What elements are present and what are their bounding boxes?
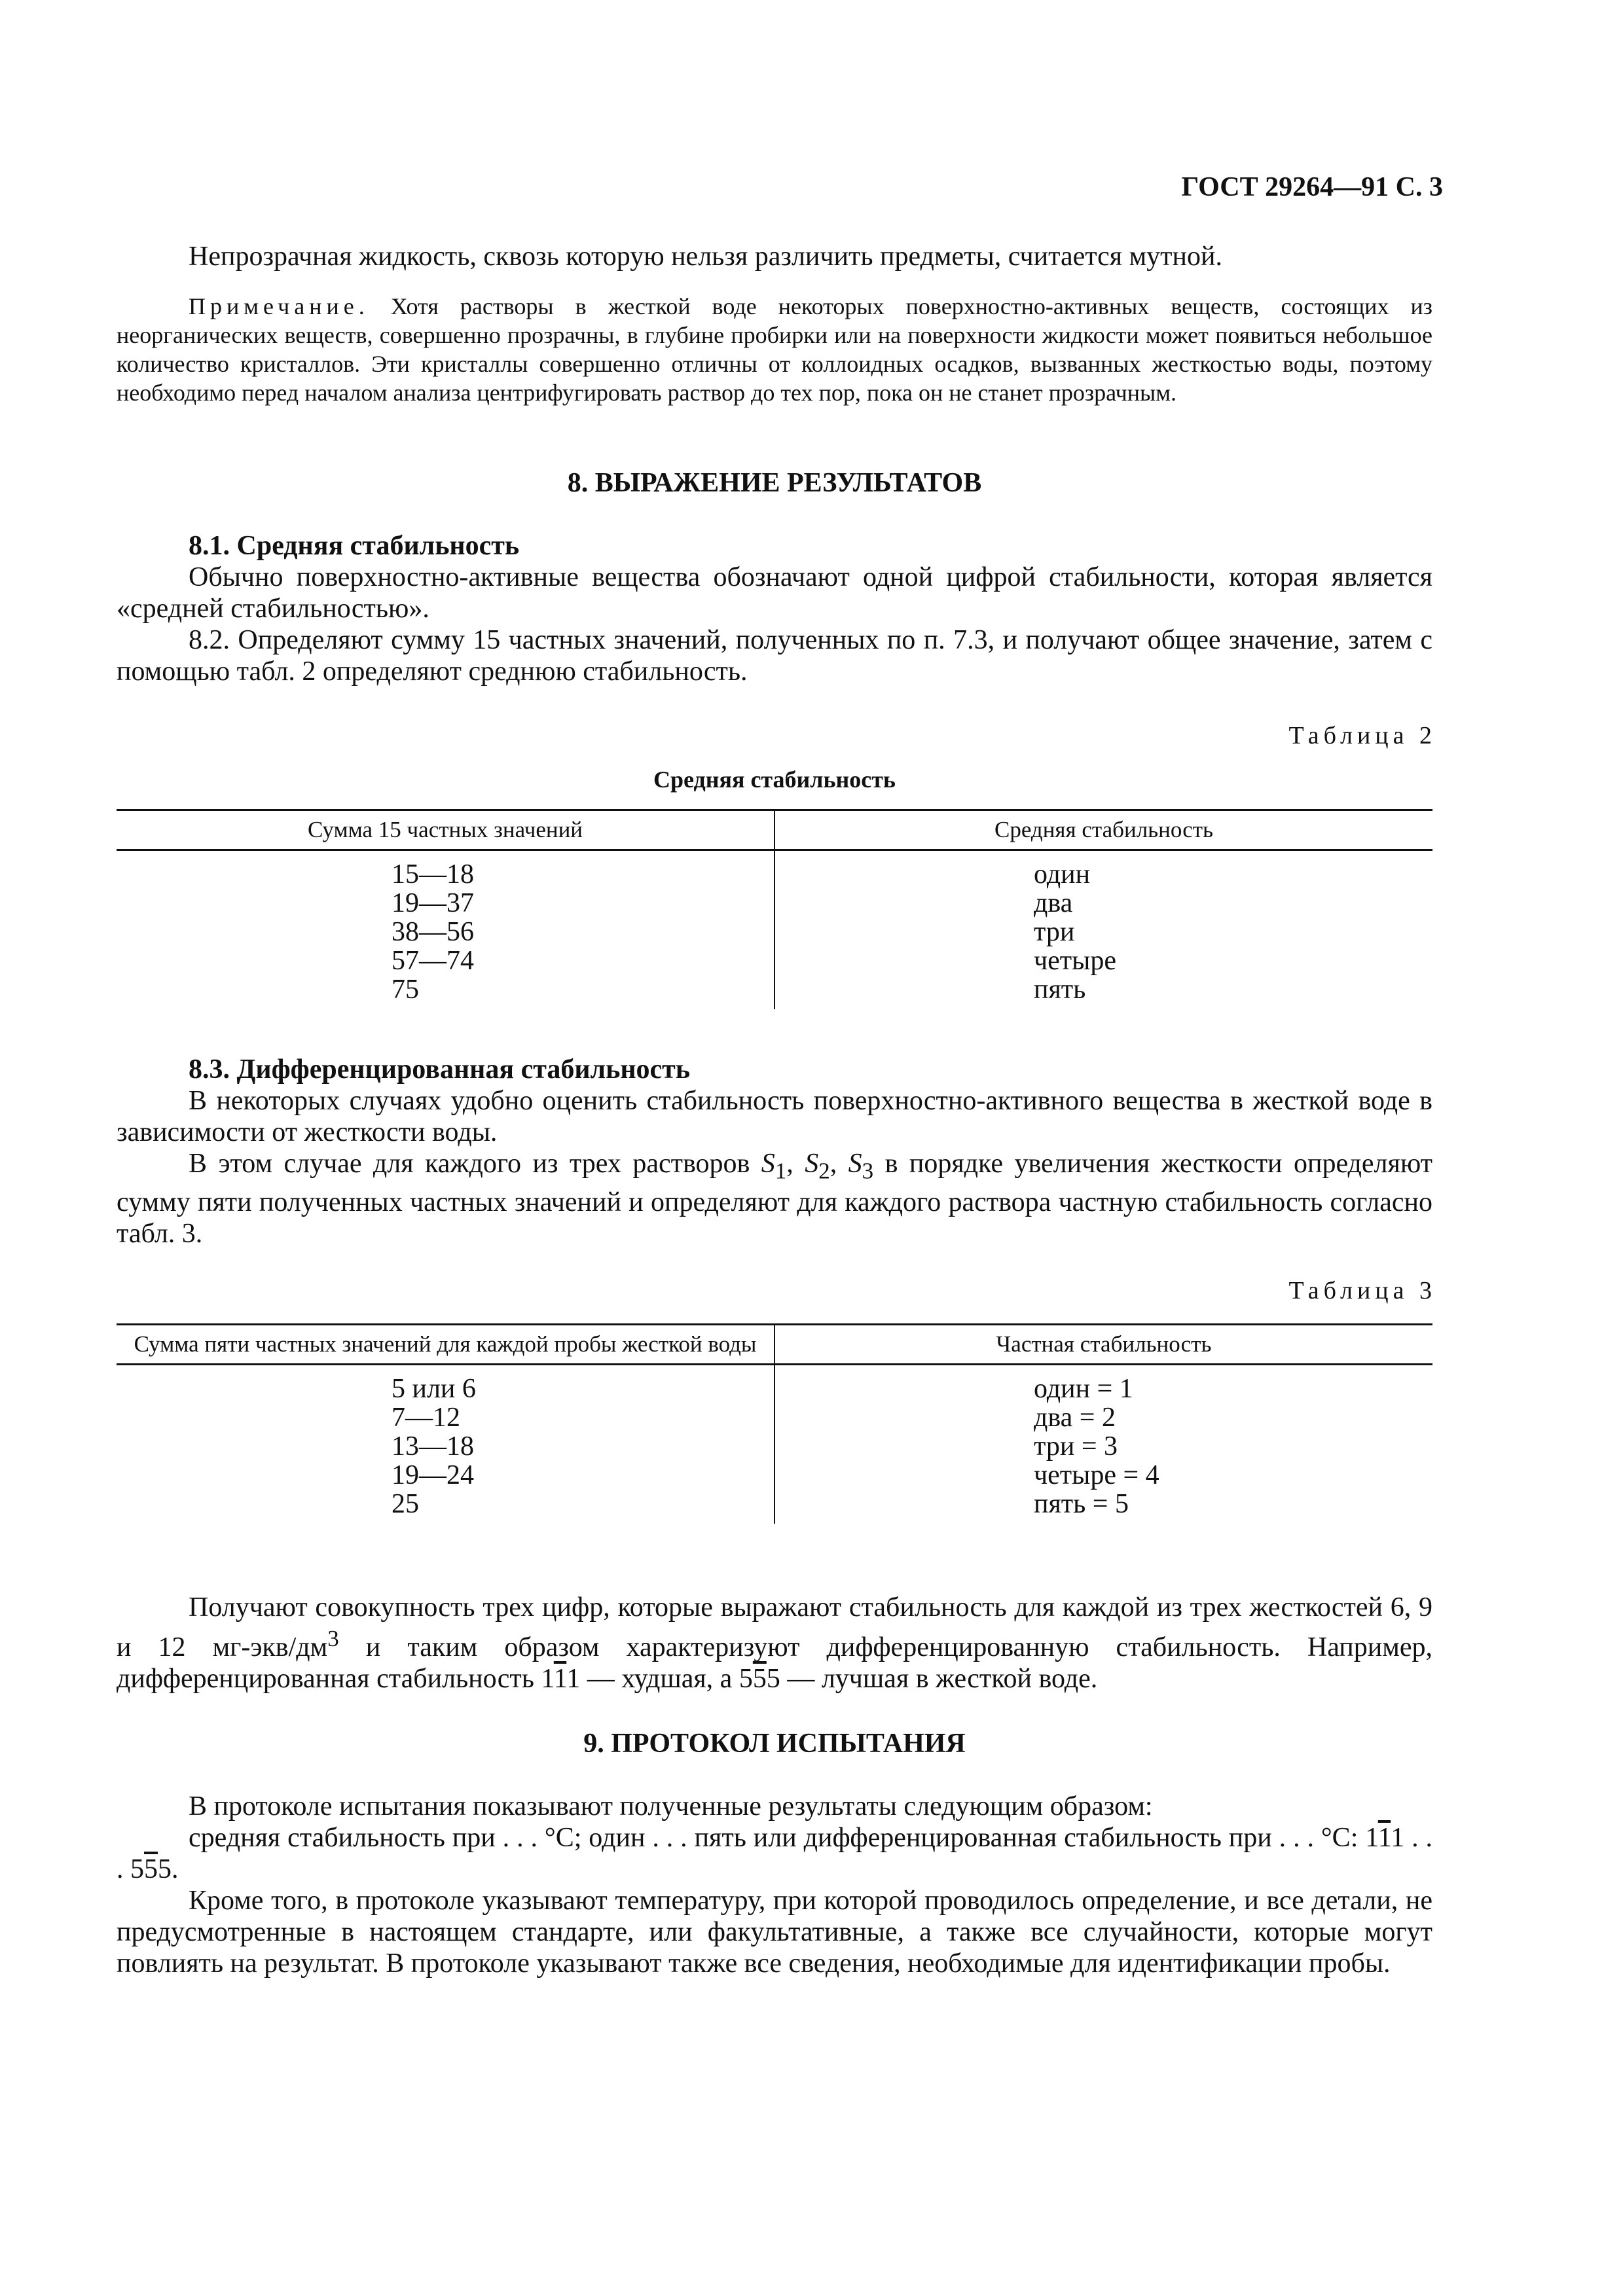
section-9-body	[117, 1791, 1432, 1979]
section-8-title: 8. ВЫРАЖЕНИЕ РЕЗУЛЬТАТОВ	[567, 468, 982, 498]
table3-col2	[775, 1365, 1432, 1524]
result-paragraph	[117, 1592, 1432, 1695]
s83-p2: В этом случае для каждого из трех растворов $S_1$, $S_2$, $S_3$ в порядке увеличения жесткости определяют сумму пяти полученных частных значений и определяют для каждого раствора частную стабильность согласно табл. 3.	[117, 1149, 1432, 1249]
s9-p2-b: 1 . . . 5	[117, 1823, 1433, 1884]
s81-text: Обычно поверхностно-активные вещества обозначают одной цифрой стабильности, которая является «средней стабильностью».	[117, 562, 1432, 624]
sub-2: 2	[818, 1158, 830, 1184]
intro-block	[117, 241, 1432, 272]
table2-label: Таблица 2	[1288, 722, 1436, 749]
table-cell: 5 или 6	[392, 1374, 476, 1404]
table-cell: пять = 5	[1034, 1489, 1129, 1519]
table-cell: 15—18	[392, 859, 474, 889]
sub-3: 3	[862, 1158, 874, 1184]
table3-header-stability: Частная стабильность	[775, 1325, 1432, 1365]
table-cell: четыре = 4	[1034, 1460, 1159, 1490]
table-cell: один	[1034, 859, 1091, 889]
s9-p2-over1: 1	[1377, 1823, 1391, 1853]
table-cell: 7—12	[392, 1403, 460, 1433]
table2-header-stability: Средняя стабильность	[775, 810, 1432, 850]
table3-header-sum: Сумма пяти частных значений для каждой пробы жесткой воды	[117, 1325, 775, 1365]
table2-header-sum: Сумма 15 частных значений	[117, 810, 775, 850]
s9-p3: Кроме того, в протоколе указывают температуру, при которой проводилось определение, и все детали, не предусмотренные в настоящем стандарте, или факультативные, а также все случайности, которые могут повлиять на результат. В протоколе указывают также все сведения, необходимые для идентификации пробы.	[117, 1886, 1432, 1979]
page-header: ГОСТ 29264—91 С. 3	[1181, 172, 1443, 202]
s9-p2-over2: 5	[144, 1854, 158, 1884]
table-cell: 19—37	[392, 888, 474, 918]
table-cell: 25	[392, 1489, 419, 1519]
result-b: и таким образом характеризуют дифференцированную стабильность. Например, дифференцированная стабильность 1	[117, 1632, 1432, 1694]
note-paragraph	[117, 292, 1432, 407]
s83-p2-a: В этом случае для каждого из трех растворов	[189, 1149, 761, 1179]
sub-1: 1	[775, 1158, 787, 1184]
table-cell: четыре	[1034, 946, 1116, 976]
table3	[117, 1323, 1432, 1524]
table2	[117, 809, 1432, 1009]
table-cell: 38—56	[392, 917, 474, 947]
table-cell: два	[1034, 888, 1073, 918]
opaque-paragraph: Непрозрачная жидкость, сквозь которую нельзя различить предметы, считается мутной.	[189, 242, 1222, 272]
var-s: S	[761, 1149, 775, 1179]
note-label: Примечание.	[189, 293, 369, 319]
note-block	[117, 292, 1432, 407]
table-cell: три	[1034, 917, 1075, 947]
result-sup: 3	[327, 1626, 339, 1651]
table-cell: 75	[392, 975, 419, 1005]
table-cell: 13—18	[392, 1431, 474, 1462]
s83-title: 8.3. Дифференцированная стабильность	[189, 1054, 691, 1085]
s81-title: 8.1. Средняя стабильность	[189, 531, 520, 561]
table3-col1	[117, 1365, 775, 1524]
table2-col1	[117, 850, 775, 1010]
result-a: Получают совокупность трех цифр, которые выражают стабильность для каждой из трех жесткостей 6, 9 и 12 мг-экв/дм	[117, 1592, 1432, 1662]
result-c: 1 — худшая, а 5	[566, 1664, 753, 1694]
result-d: 5 — лучшая в жесткой воде.	[766, 1664, 1098, 1694]
result-over2: 5	[752, 1664, 767, 1694]
table-cell: пять	[1034, 975, 1086, 1005]
table-cell: 19—24	[392, 1460, 474, 1490]
s83-p2-b: в порядке увеличения жесткости определяют сумму пяти полученных частных значений и определяют для каждого раствора частную стабильность согласно табл. 3.	[117, 1149, 1432, 1249]
result-block	[117, 1592, 1432, 1695]
table2-col2	[775, 850, 1432, 1010]
var-s: S	[805, 1149, 819, 1179]
table-cell: 57—74	[392, 946, 474, 976]
s82-text: 8.2. Определяют сумму 15 частных значений, полученных по п. 7.3, и получают общее значение, затем с помощью табл. 2 определяют среднюю стабильность.	[117, 625, 1432, 687]
s9-p1: В протоколе испытания показывают полученные результаты следующим образом:	[189, 1791, 1153, 1821]
s9-p2-a: средняя стабильность при . . . °С; один . . . пять или дифференцированная стабильность при . . . °С: 1	[189, 1823, 1378, 1853]
note-text: Хотя растворы в жесткой воде некоторых поверхностно-активных веществ, состоящих из неорганических веществ, совершенно прозрачны, в глубине пробирки или на поверхности жидкости может появиться небольшое количество кристаллов. Эти кристаллы совершенно отличны от коллоидных осадков, вызванных жесткостью воды, поэтому необходимо перед началом анализа центрифугировать раствор до тех пор, пока он не станет прозрачным.	[117, 293, 1432, 406]
table2-caption: Средняя стабильность	[653, 766, 896, 793]
table-cell: один = 1	[1034, 1374, 1133, 1404]
var-s: S	[848, 1149, 862, 1179]
s83-block	[117, 1054, 1432, 1249]
result-over1: 1	[553, 1664, 567, 1694]
s83-p1: В некоторых случаях удобно оценить стабильность поверхностно-активного вещества в жесткой воде в зависимости от жесткости воды.	[117, 1086, 1432, 1147]
table-cell: три = 3	[1034, 1431, 1118, 1462]
table-cell: два = 2	[1034, 1403, 1116, 1433]
table3-label: Таблица 3	[1288, 1277, 1436, 1304]
section-9-title: 9. ПРОТОКОЛ ИСПЫТАНИЯ	[583, 1729, 966, 1759]
s9-p2-c: 5.	[158, 1854, 179, 1884]
s9-p2	[117, 1822, 1432, 1885]
section-8-body	[117, 530, 1432, 687]
